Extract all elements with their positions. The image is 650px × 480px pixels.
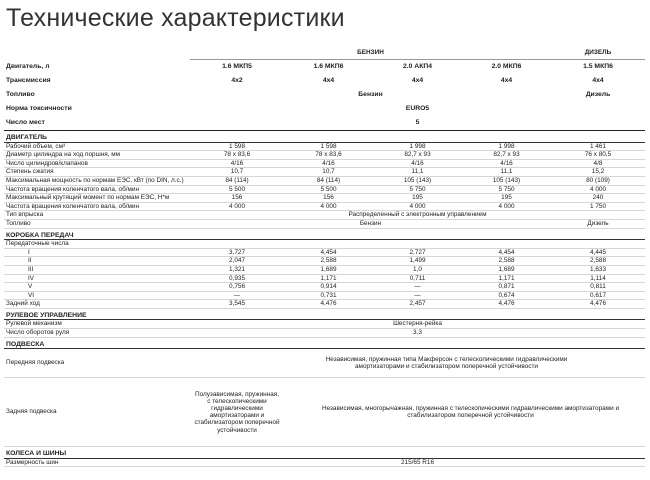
table-row — [4, 274, 645, 283]
table-row — [4, 458, 645, 467]
cell: 0,756 — [190, 283, 284, 292]
row-label: Число оборотов руля — [4, 329, 190, 338]
cell: 1,321 — [190, 265, 284, 274]
cell: — — [373, 283, 462, 292]
cell: 156 — [190, 194, 284, 203]
cell: 10,7 — [190, 168, 284, 177]
cell: 5 750 — [373, 185, 462, 194]
cell: 82,7 x 93 — [373, 151, 462, 160]
row-label: Двигатель, л — [6, 62, 50, 70]
cell: 1 461 — [551, 142, 645, 151]
row-label: Топливо — [4, 219, 190, 228]
cell: 240 — [551, 194, 645, 203]
table-row — [4, 159, 645, 168]
cell: 1,689 — [284, 265, 373, 274]
table-row — [4, 194, 645, 203]
cell: 2,047 — [190, 257, 284, 266]
cell: 78 x 83,6 — [190, 151, 284, 160]
table-row — [4, 378, 645, 447]
table-row — [4, 329, 645, 338]
cell: 0,914 — [284, 283, 373, 292]
section-gearbox — [4, 228, 645, 240]
cell: 156 — [284, 194, 373, 203]
cell: Распределенный с электронным управлением — [190, 211, 645, 220]
table-row — [4, 291, 645, 300]
cell: Полузависимая, пружинная, с телескопическими гидравлическими амортизаторами и стабилизатором поперечной устойчивости — [190, 378, 284, 447]
row-label: Рулевой механизм — [4, 320, 190, 329]
row-label: I — [4, 248, 190, 257]
cell: 5 500 — [190, 185, 284, 194]
section-title: ДВИГАТЕЛЬ — [4, 131, 645, 143]
cell: 82,7 x 93 — [462, 151, 551, 160]
table-row — [4, 211, 645, 220]
cell: 1 998 — [462, 142, 551, 151]
cell: 195 — [373, 194, 462, 203]
cell: 76 x 80,5 — [551, 151, 645, 160]
cell: 1 598 — [284, 142, 373, 151]
cell: 105 (143) — [373, 176, 462, 185]
cell: 15,2 — [551, 168, 645, 177]
row-label: Максимальный крутящий момент по нормам ЕЭС, Н*м — [4, 194, 190, 203]
row-label: Тип впрыска — [4, 211, 190, 220]
table-row — [4, 265, 645, 274]
cell: Бензин — [190, 219, 551, 228]
cell: 1,689 — [462, 265, 551, 274]
cell: 2,588 — [462, 257, 551, 266]
cell: 0,731 — [284, 291, 373, 300]
toxicity-row — [4, 102, 645, 116]
cell: 1.6 МКП5 — [222, 63, 252, 71]
cell: 5 500 — [284, 185, 373, 194]
cell: EURO5 — [405, 105, 430, 113]
cell: 78 x 83,6 — [284, 151, 373, 160]
cell: 4/16 — [462, 159, 551, 168]
cell: 84 (114) — [284, 176, 373, 185]
cell: 0,674 — [462, 291, 551, 300]
section-title: КОРОБКА ПЕРЕДАЧ — [4, 228, 645, 240]
row-label: Число мест — [6, 119, 45, 127]
cell: 84 (114) — [190, 176, 284, 185]
table-row — [4, 248, 645, 257]
table-row — [4, 257, 645, 266]
table-row — [4, 176, 645, 185]
cell: 5 750 — [462, 185, 551, 194]
cell: 0,871 — [462, 283, 551, 292]
cell: Независимая, пружинная типа Макферсон с телескопическими гидравлическими амортизаторами и стабилизатором поперечной устойчивости — [190, 349, 645, 378]
cell: 4x4 — [500, 77, 513, 85]
row-label: Задний ход — [4, 300, 190, 309]
cell: 2.0 АКП4 — [402, 63, 433, 71]
cell: 4 000 — [190, 202, 284, 211]
row-label: Максимальная мощность по нормам ЕЭС, кВт (по DIN, л.с.) — [4, 176, 190, 185]
cell: 4 000 — [462, 202, 551, 211]
cell: 1,0 — [373, 265, 462, 274]
engine-model-row — [4, 60, 645, 75]
section-title: РУЛЕВОЕ УПРАВЛЕНИЕ — [4, 308, 645, 320]
spec-table — [4, 46, 645, 467]
row-label: Частота вращения коленчатого вала, об/мин — [4, 202, 190, 211]
cell: Бензин — [358, 91, 383, 99]
row-label: II — [4, 257, 190, 266]
row-label: III — [4, 265, 190, 274]
cell: 10,7 — [284, 168, 373, 177]
cell: 4x2 — [231, 77, 243, 85]
cell: 1.5 МКП6 — [583, 63, 613, 71]
diesel-group-label: ДИЗЕЛЬ — [551, 46, 645, 60]
row-label: Передаточные числа — [4, 240, 645, 249]
cell: 4/16 — [190, 159, 284, 168]
cell: 4/8 — [551, 159, 645, 168]
page-title: Технические характеристики — [6, 4, 345, 32]
row-label: Диаметр цилиндра на ход поршня, мм — [4, 151, 190, 160]
cell: 0,935 — [190, 274, 284, 283]
cell: 2,588 — [284, 257, 373, 266]
petrol-group-label: БЕНЗИН — [190, 46, 551, 60]
cell: 1 750 — [551, 202, 645, 211]
row-label: Норма токсичности — [6, 105, 72, 113]
cell: 3,727 — [190, 248, 284, 257]
cell: 11,1 — [373, 168, 462, 177]
section-title: КОЛЕСА И ШИНЫ — [4, 447, 645, 459]
cell: 11,1 — [462, 168, 551, 177]
row-label: Число цилиндров/клапанов — [4, 159, 190, 168]
table-row — [4, 151, 645, 160]
cell: 2.0 МКП6 — [491, 63, 522, 71]
row-label: Размерность шин — [4, 458, 190, 467]
fuel-type-row — [4, 88, 645, 102]
table-row — [4, 349, 645, 378]
table-row — [4, 142, 645, 151]
cell: 4,454 — [284, 248, 373, 257]
cell: 1,171 — [462, 274, 551, 283]
cell: 4 000 — [551, 185, 645, 194]
transmission-row — [4, 74, 645, 88]
cell: 4 000 — [284, 202, 373, 211]
cell: 4,476 — [551, 300, 645, 309]
cell: 215/65 R16 — [190, 458, 645, 467]
row-label: Топливо — [6, 91, 35, 99]
cell: Дизель — [585, 91, 611, 99]
row-label: Частота вращения коленчатого вала, об/мин — [4, 185, 190, 194]
cell: 4,454 — [462, 248, 551, 257]
cell: — — [373, 291, 462, 300]
cell: 4,476 — [462, 300, 551, 309]
row-label: V — [4, 283, 190, 292]
cell: 4,445 — [551, 248, 645, 257]
row-label: Степень сжатия — [4, 168, 190, 177]
cell: 1,499 — [373, 257, 462, 266]
cell: — — [190, 291, 284, 300]
cell: 4,476 — [284, 300, 373, 309]
section-steering — [4, 308, 645, 320]
cell: 4 000 — [373, 202, 462, 211]
cell: 80 (109) — [551, 176, 645, 185]
cell: 0,617 — [551, 291, 645, 300]
row-label: Трансмиссия — [6, 77, 51, 85]
cell: Независимая, многорычажная, пружинная с телескопическими гидравлическими амортизаторами и стабилизатором поперечной устойчивости — [284, 378, 645, 447]
table-row — [4, 185, 645, 194]
cell: 4x4 — [322, 77, 335, 85]
cell: 4x4 — [411, 77, 424, 85]
cell: 1,171 — [284, 274, 373, 283]
cell: 0,711 — [373, 274, 462, 283]
table-row — [4, 202, 645, 211]
cell: 1,633 — [551, 265, 645, 274]
cell: 2,727 — [373, 248, 462, 257]
cell: Шестерня-рейка — [190, 320, 645, 329]
table-row — [4, 283, 645, 292]
cell: 5 — [415, 119, 420, 127]
cell: 4/16 — [284, 159, 373, 168]
fuel-group-header — [4, 46, 645, 60]
section-title: ПОДВЕСКА — [4, 337, 645, 349]
cell: 1,114 — [551, 274, 645, 283]
cell: 105 (143) — [462, 176, 551, 185]
cell: 1.6 МКП6 — [313, 63, 344, 71]
row-label: Задняя подвеска — [4, 378, 190, 447]
row-label: IV — [4, 274, 190, 283]
section-suspension — [4, 337, 645, 349]
cell: 0,811 — [551, 283, 645, 292]
cell: 195 — [462, 194, 551, 203]
row-label: Передняя подвеска — [4, 349, 190, 378]
cell: 3,3 — [190, 329, 645, 338]
cell: 1 598 — [190, 142, 284, 151]
table-row — [4, 168, 645, 177]
cell: 4/16 — [373, 159, 462, 168]
table-row — [4, 320, 645, 329]
section-engine — [4, 131, 645, 143]
cell: 1 998 — [373, 142, 462, 151]
row-label: VI — [4, 291, 190, 300]
cell: 2,457 — [373, 300, 462, 309]
section-wheels — [4, 447, 645, 459]
table-row — [4, 240, 645, 249]
table-row — [4, 219, 645, 228]
cell: Дизель — [551, 219, 645, 228]
row-label: Рабочий объем, см³ — [4, 142, 190, 151]
cell: 3,545 — [190, 300, 284, 309]
seats-row — [4, 116, 645, 131]
table-row — [4, 300, 645, 309]
cell: 4x4 — [592, 77, 604, 85]
cell: 2,588 — [551, 257, 645, 266]
